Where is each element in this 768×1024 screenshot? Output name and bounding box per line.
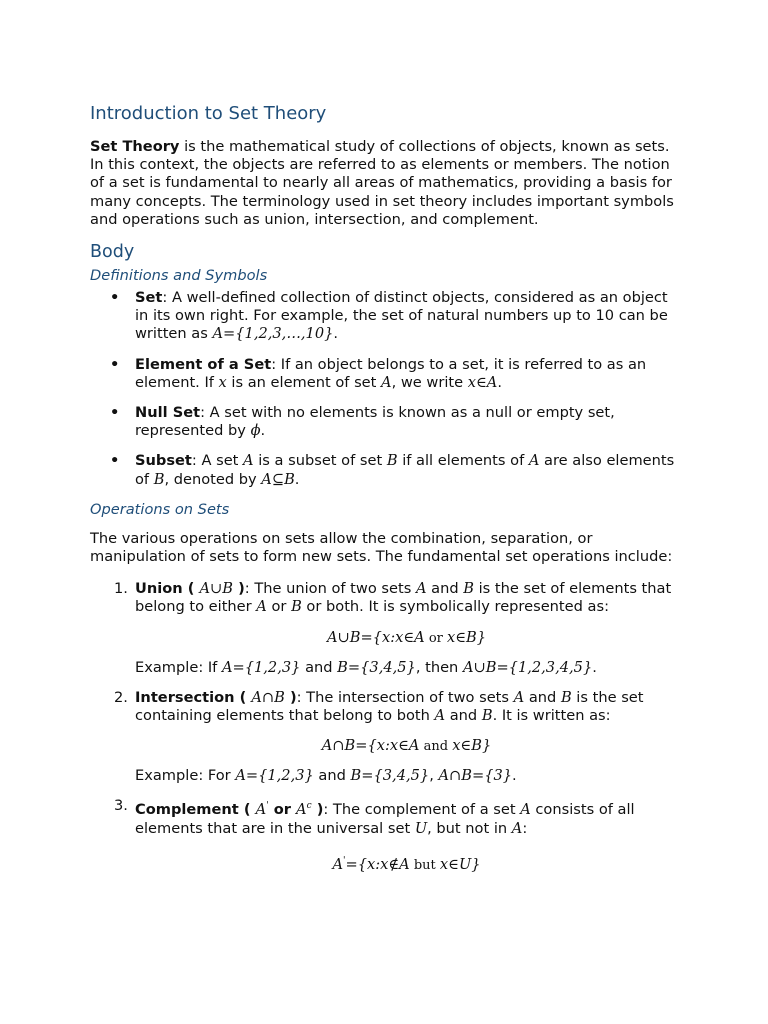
text: and xyxy=(426,580,464,598)
text: if all elements of xyxy=(397,452,529,470)
math: B xyxy=(463,580,474,598)
text: is the set of elements that belong to either xyxy=(135,580,672,616)
math: A={1,2,3} xyxy=(221,658,301,676)
intersection-formula xyxy=(135,737,678,756)
math-word: or xyxy=(424,630,447,646)
intersection-example xyxy=(135,767,678,785)
text: and xyxy=(524,688,561,706)
intro-paragraph xyxy=(90,138,678,229)
list-number: 1. xyxy=(114,580,128,598)
bullet-icon: • xyxy=(110,452,120,470)
math: x∈A xyxy=(467,373,498,391)
text: or both. It is symbolically represented as: xyxy=(301,598,609,616)
math: U xyxy=(414,819,428,837)
text: . xyxy=(294,470,300,488)
math-superscript: c xyxy=(306,801,312,812)
text: and xyxy=(313,767,351,785)
math: ={x:x∉A xyxy=(345,855,410,873)
math: A∩B xyxy=(251,688,285,706)
math: x∈B} xyxy=(447,628,487,646)
term: Subset xyxy=(135,452,192,470)
text: : If an object belongs to a set, it is referred to as an element. If xyxy=(135,355,647,391)
intro-text: is the mathematical study of collections of objects, known as sets. In this context, the objects are referred to as elements or members. The notion of a set is fundamental to nearly all areas of mathematics, providing a basis for many concepts. The terminology used in set theory includes important symbols and operations such as union, intersection, and complement. xyxy=(90,138,674,228)
operations-heading: Operations on Sets xyxy=(90,500,230,518)
term xyxy=(135,801,323,818)
math: x xyxy=(218,373,227,391)
list-number: 3. xyxy=(114,797,128,815)
text: Example: If xyxy=(135,658,222,676)
math: A xyxy=(528,452,540,470)
list-item xyxy=(90,797,678,874)
union-example xyxy=(135,659,678,677)
text: . xyxy=(497,373,502,391)
text: : A set xyxy=(191,452,244,470)
text: . xyxy=(333,325,339,343)
term: Set xyxy=(135,289,163,307)
text: , but not in xyxy=(427,819,512,837)
list-item xyxy=(90,452,678,488)
text: , xyxy=(429,767,439,785)
math: B xyxy=(560,688,572,706)
math: A xyxy=(332,855,343,873)
text: consists of all elements that are in the universal set xyxy=(135,801,635,837)
math: A xyxy=(511,819,523,837)
math: A xyxy=(296,801,307,819)
list-item xyxy=(90,289,678,344)
text: Example: For xyxy=(135,767,236,785)
body-heading: Body xyxy=(90,242,135,263)
term-text: ) xyxy=(284,688,297,706)
math: A⊆B xyxy=(261,470,295,488)
math: A∩B={3} xyxy=(438,767,513,785)
math: A xyxy=(255,801,267,819)
text: : A set with no elements is known as a null or empty set, represented by xyxy=(135,404,615,440)
text: : xyxy=(522,819,528,837)
math: A xyxy=(513,688,525,706)
text: is a subset of set xyxy=(253,452,387,470)
math-prime: ' xyxy=(343,855,346,866)
text: , denoted by xyxy=(164,470,262,488)
list-item xyxy=(90,580,678,677)
text: are also elements of xyxy=(135,452,675,488)
definitions-heading: Definitions and Symbols xyxy=(90,267,268,285)
term: Element of a Set xyxy=(135,355,272,373)
bullet-icon: • xyxy=(110,289,120,307)
intro-term: Set Theory xyxy=(90,138,180,155)
term-text: Complement ( xyxy=(135,801,256,819)
math: A xyxy=(415,580,427,598)
math: A∪B={1,2,3,4,5} xyxy=(462,658,593,676)
list-item xyxy=(90,356,678,392)
text: is an element of set xyxy=(226,373,382,391)
math: A={1,2,3,…,10} xyxy=(212,325,334,343)
text: and xyxy=(445,707,482,725)
operations-intro: The various operations on sets allow the combination, separation, or manipulation of sets to form new sets. The fundamental set operations include: xyxy=(90,529,673,566)
math: A xyxy=(381,373,392,391)
math: x∈U} xyxy=(439,855,481,873)
list-item xyxy=(90,404,678,440)
math-word: and xyxy=(419,739,453,755)
math-word: but xyxy=(409,857,440,873)
math: A={1,2,3} xyxy=(235,767,314,785)
list-number: 2. xyxy=(114,688,128,706)
math: A∩B={x:x∈A xyxy=(321,737,420,755)
math-prime: ' xyxy=(266,801,269,812)
page-title: Introduction to Set Theory xyxy=(90,103,327,124)
text: , then xyxy=(415,658,463,676)
operations-list xyxy=(90,580,678,874)
math: A∪B={x:x∈A xyxy=(326,628,425,646)
math: B xyxy=(153,470,165,488)
union-formula xyxy=(135,629,678,648)
math: B xyxy=(386,452,398,470)
text: or xyxy=(266,598,292,616)
text: : The intersection of two sets xyxy=(296,688,514,706)
term xyxy=(135,689,297,706)
list-item xyxy=(90,689,678,786)
text: : A well-defined collection of distinct objects, considered as an object in its own right. For example, the set of natural numbers up to 10 can be written as xyxy=(135,289,668,343)
text: is the set containing elements that belong to both xyxy=(135,688,644,725)
term-text: ) xyxy=(233,580,245,598)
bullet-icon: • xyxy=(110,404,120,422)
term-text: Intersection ( xyxy=(135,688,252,706)
math: A∪B xyxy=(199,580,233,598)
text: : The union of two sets xyxy=(244,580,416,598)
text: . xyxy=(512,767,517,785)
bullet-icon: • xyxy=(110,355,120,373)
text: . xyxy=(592,658,597,676)
text: and xyxy=(300,658,338,676)
math: A xyxy=(520,801,531,819)
math: B={3,4,5} xyxy=(350,767,430,785)
text: , we write xyxy=(391,373,468,391)
term-text: ) xyxy=(311,801,324,819)
math: x∈B} xyxy=(452,737,492,755)
math: ϕ xyxy=(250,422,261,440)
term: Null Set xyxy=(135,404,201,422)
term xyxy=(135,580,245,597)
text: . It is written as: xyxy=(492,707,611,725)
math: B xyxy=(291,598,302,616)
text: : The complement of a set xyxy=(323,801,521,819)
math: A xyxy=(243,452,254,470)
definitions-list xyxy=(90,289,678,489)
math: A xyxy=(256,598,267,616)
complement-formula xyxy=(135,852,678,875)
math: B={3,4,5} xyxy=(337,658,416,676)
term-text: Union ( xyxy=(135,580,200,598)
term-text: or xyxy=(268,801,297,819)
math: A xyxy=(434,707,446,725)
text: . xyxy=(260,422,266,440)
math: B xyxy=(481,707,493,725)
